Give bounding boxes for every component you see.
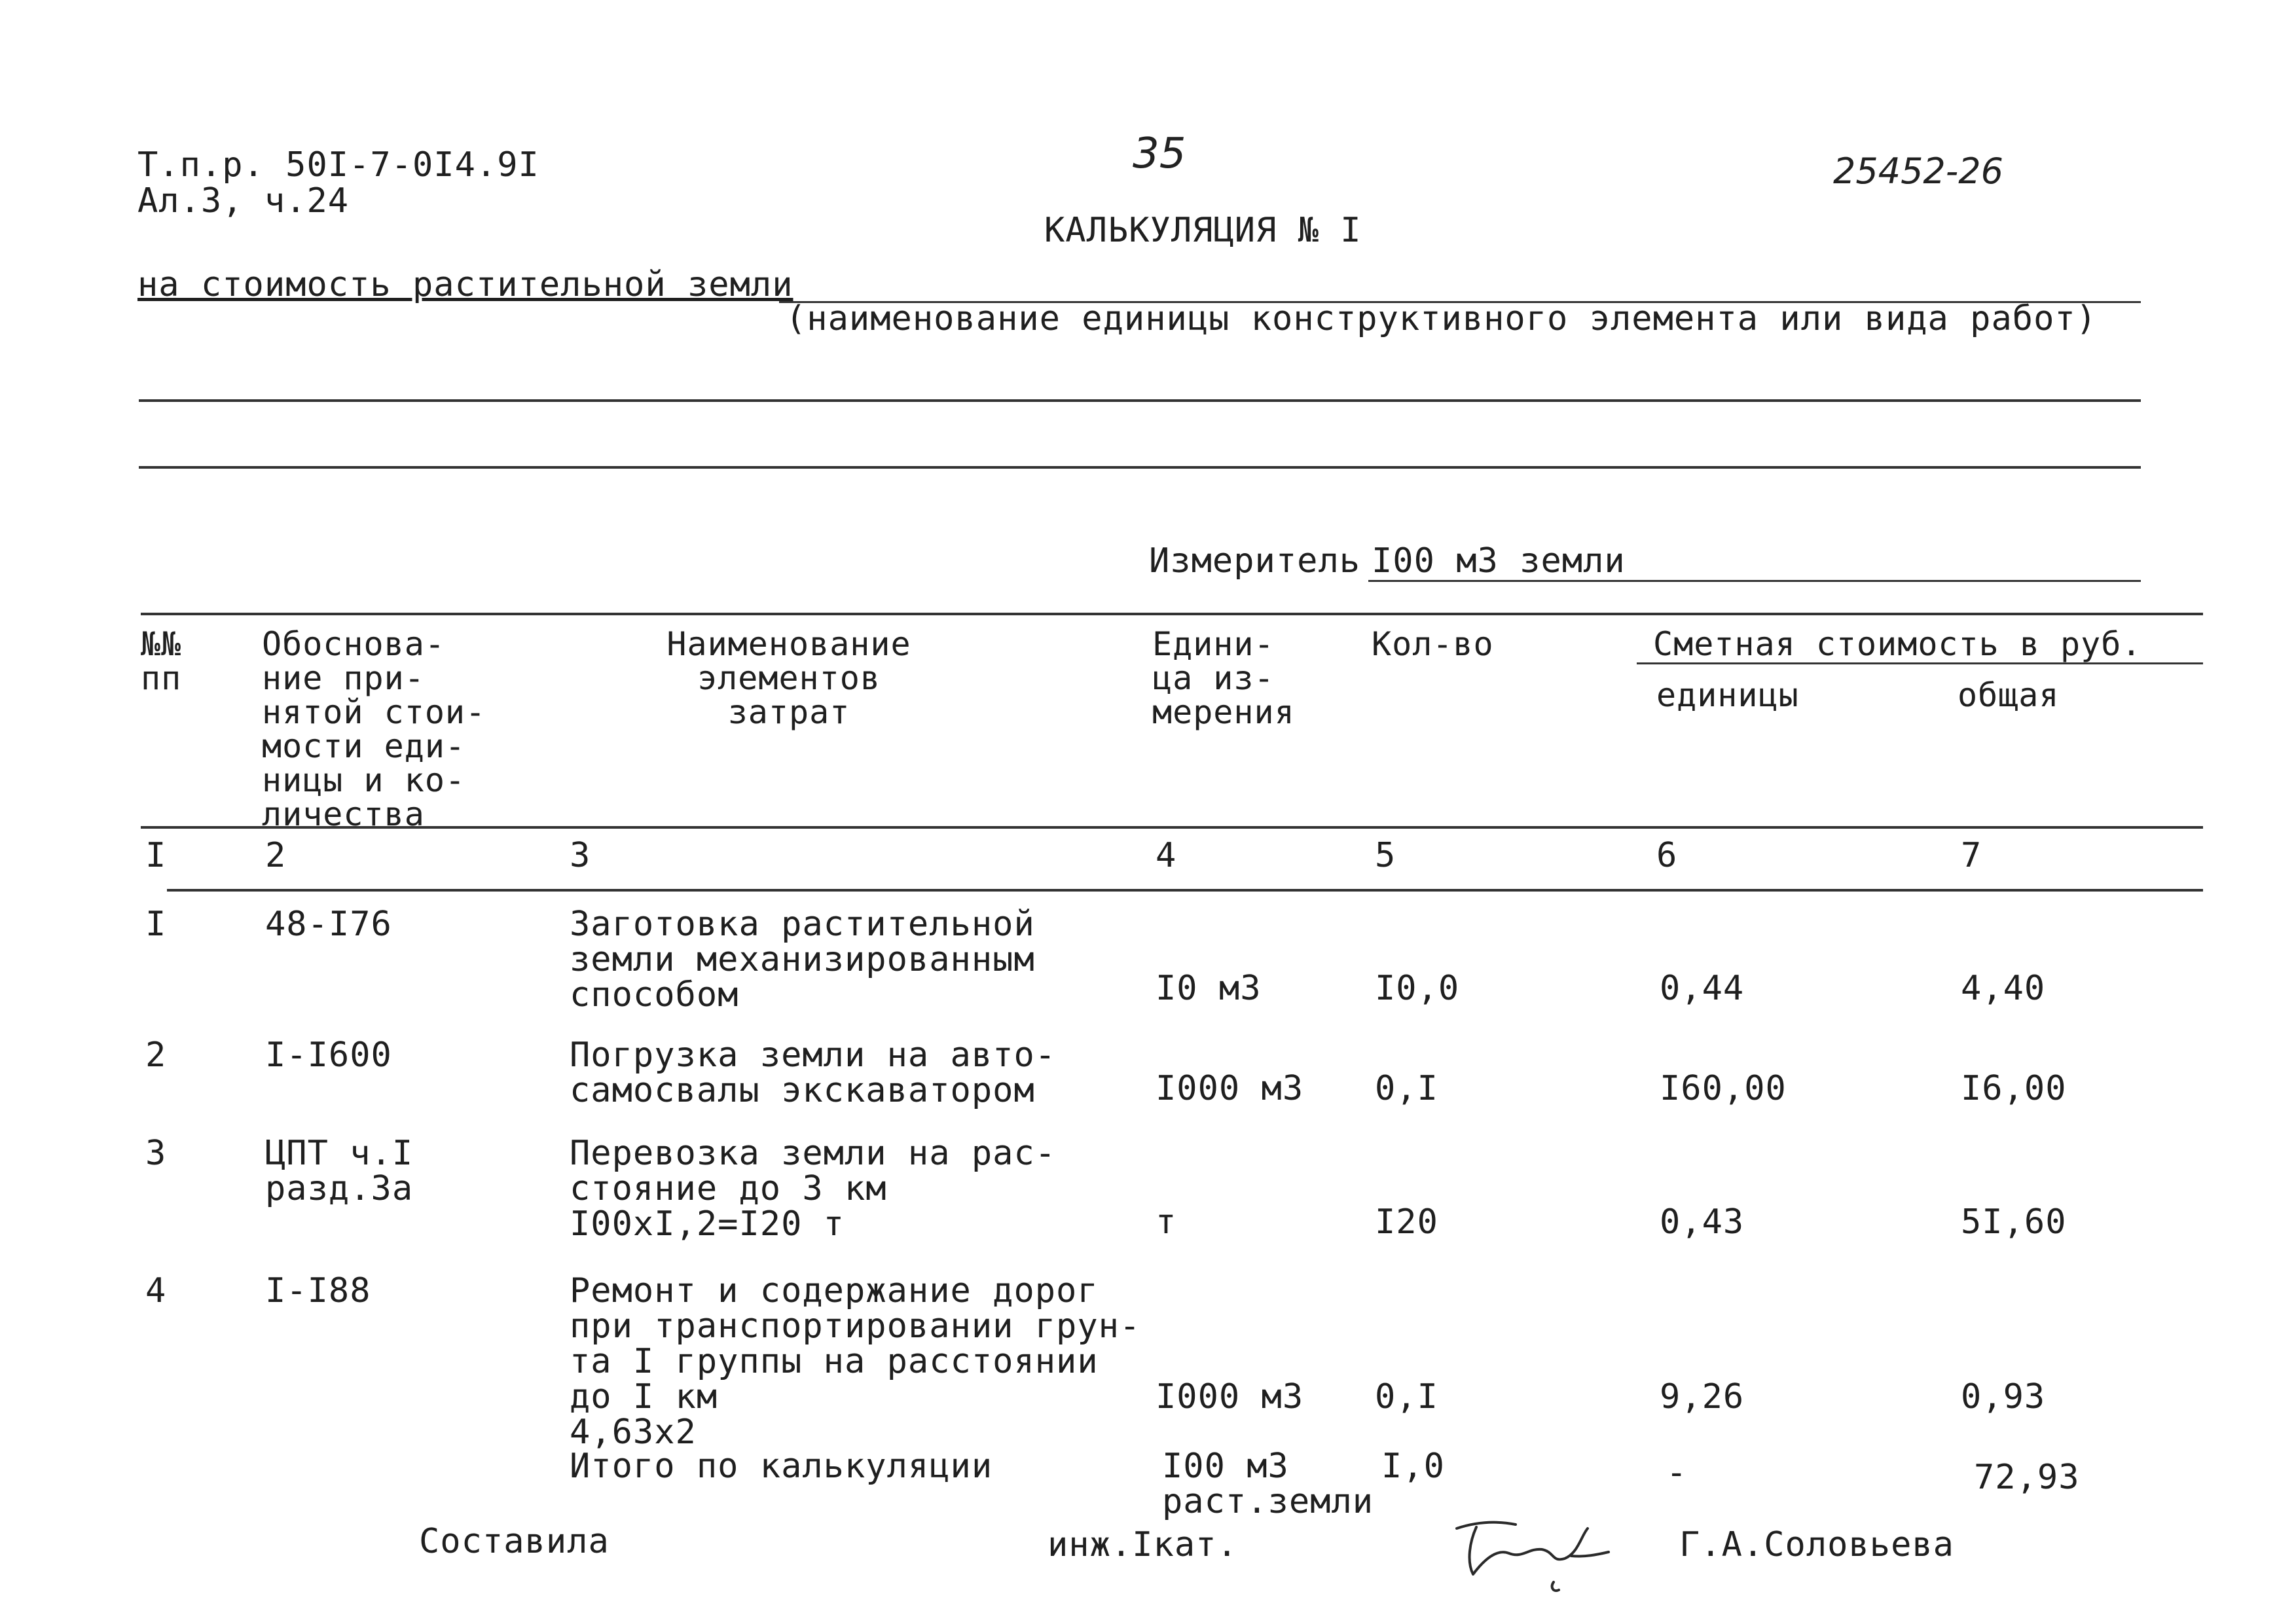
row-total: 5I,60: [1961, 1202, 2067, 1242]
row-name: Погрузка земли на авто- самосвалы экскаватором: [570, 1036, 1057, 1110]
compiler-position: инж.Iкат.: [1048, 1525, 1238, 1564]
summary-unit: I00 м3 раст.земли: [1162, 1447, 1374, 1521]
blank-line-2: [139, 466, 2141, 469]
row-number: 3: [145, 1134, 167, 1173]
row-unit-cost: 0,43: [1660, 1202, 1745, 1242]
column-number-3: 3: [570, 836, 591, 875]
row-qty: 0,I: [1375, 1069, 1438, 1108]
archive-number: 25452-26: [1833, 151, 2003, 192]
column-number-4: 4: [1156, 836, 1177, 875]
column-header-basis: Обоснова- ние при- нятой стои- мости еди- ницы и ко- личества: [262, 625, 486, 833]
compiled-by-label: Составила: [419, 1522, 610, 1561]
row-name: Ремонт и содержание дорог при транспортировании грун- та I группы на расстоянии до I км 4,63х2: [570, 1271, 1141, 1452]
row-number: I: [145, 905, 167, 944]
subject-caption: (наименование единицы конструктивного элемента или вида работ): [786, 299, 2098, 338]
summary-total: 72,93: [1974, 1458, 2080, 1497]
row-unit: I000 м3: [1156, 1069, 1304, 1108]
blank-line-1: [139, 399, 2141, 402]
meter-value: I00 м3 земли: [1372, 541, 1626, 581]
row-basis: 48-I76: [265, 905, 392, 944]
row-unit: I000 м3: [1156, 1377, 1304, 1416]
page-number: 35: [1133, 130, 1186, 178]
column-number-7: 7: [1961, 836, 1982, 875]
compiler-name: Г.А.Соловьева: [1679, 1525, 1954, 1564]
handwritten-signature: [1437, 1502, 1620, 1594]
row-name: Заготовка растительной земли механизированным способом: [570, 905, 1035, 1015]
row-basis: I-I88: [265, 1271, 371, 1310]
row-total: I6,00: [1961, 1069, 2067, 1108]
table-top-rule: [141, 613, 2203, 615]
column-numbers-rule: [167, 889, 2203, 892]
row-basis: I-I600: [265, 1036, 392, 1075]
meter-label: Измеритель: [1149, 541, 1361, 581]
header-bottom-rule: [141, 826, 2203, 829]
column-header-number: №№ пп: [141, 625, 182, 697]
row-qty: I20: [1375, 1202, 1438, 1242]
cost-group-rule: [1637, 662, 2203, 664]
row-total: 0,93: [1961, 1377, 2046, 1416]
column-header-qty: Кол-во: [1372, 625, 1494, 663]
cost-group-header: Сметная стоимость в руб.: [1653, 625, 2142, 663]
summary-unit-cost: -: [1666, 1453, 1688, 1492]
album-reference: Ал.3, ч.24: [137, 181, 350, 221]
row-unit-cost: I60,00: [1660, 1069, 1787, 1108]
row-total: 4,40: [1961, 969, 2046, 1008]
column-number-6: 6: [1656, 836, 1678, 875]
row-unit-cost: 9,26: [1660, 1377, 1745, 1416]
summary-qty: I,0: [1381, 1447, 1445, 1486]
column-number-2: 2: [265, 836, 287, 875]
document-title: КАЛЬКУЛЯЦИЯ № I: [1044, 211, 1362, 250]
project-code: Т.п.р. 50I-7-0I4.9I: [137, 145, 539, 185]
row-qty: I0,0: [1375, 969, 1460, 1008]
row-unit-cost: 0,44: [1660, 969, 1745, 1008]
row-number: 4: [145, 1271, 167, 1310]
meter-line: [1368, 580, 2141, 582]
document-subject: на стоимость растительной земли: [137, 265, 793, 304]
column-number-1: I: [145, 836, 167, 875]
row-name: Перевозка земли на рас- стояние до 3 км I00хI,2=I20 т: [570, 1134, 1057, 1244]
summary-label: Итого по калькуляции: [570, 1447, 993, 1486]
column-header-name: Наименование элементов затрат: [666, 625, 911, 731]
column-number-5: 5: [1375, 836, 1396, 875]
row-qty: 0,I: [1375, 1377, 1438, 1416]
column-header-unit-cost: единицы: [1656, 676, 1799, 714]
column-header-unit: Едини- ца из- мерения: [1152, 625, 1295, 731]
column-header-total: общая: [1958, 676, 2060, 714]
row-unit: т: [1156, 1202, 1177, 1242]
row-basis: ЦПТ ч.I разд.3а: [265, 1134, 414, 1208]
row-unit: I0 м3: [1156, 969, 1262, 1008]
row-number: 2: [145, 1036, 167, 1075]
